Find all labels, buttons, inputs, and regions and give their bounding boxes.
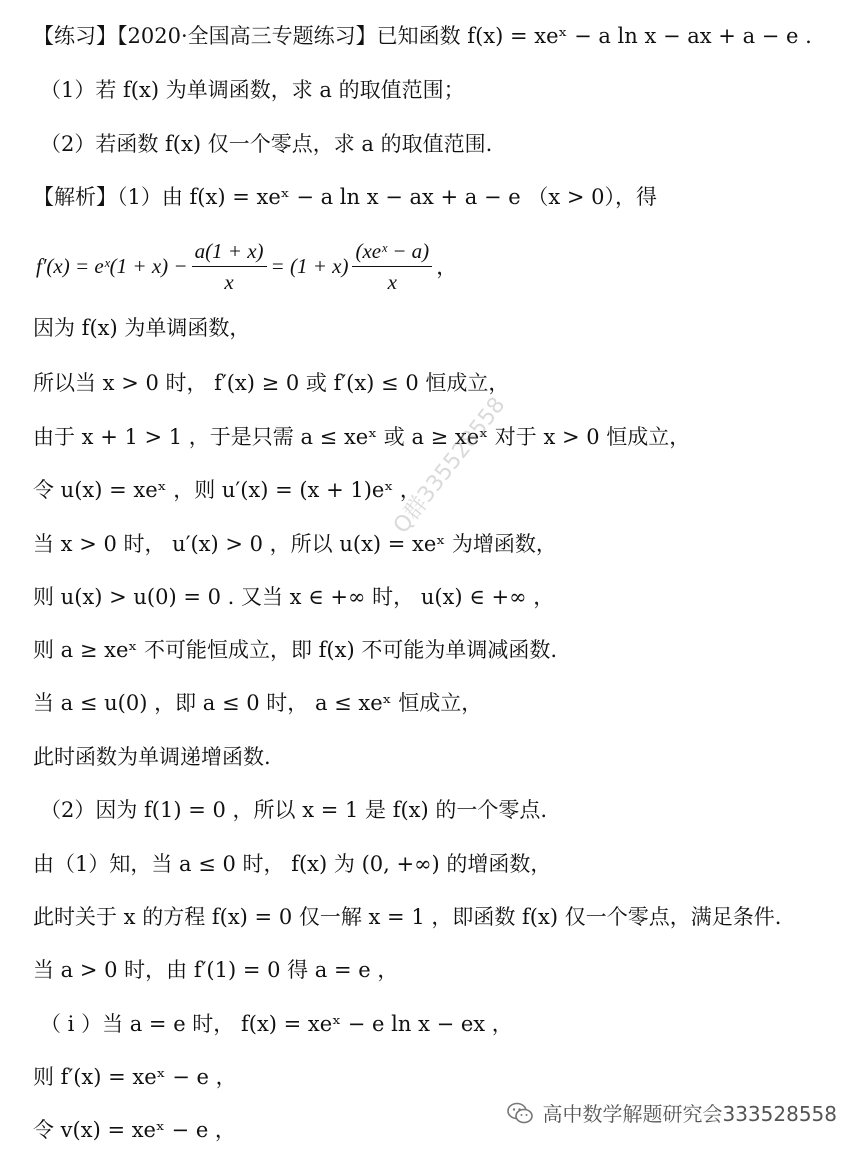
derivative-formula: [36, 236, 457, 296]
solution-line: 此时关于 x 的方程 f(x) = 0 仅一解 x = 1 ，即函数 f(x) 仅一个零点，满足条件.: [33, 905, 782, 929]
fraction-2: [352, 238, 432, 295]
wechat-icon: [506, 1101, 534, 1125]
formula-tail: ，: [436, 255, 458, 279]
solution-part-2: （2）因为 f(1) = 0 ，所以 x = 1 是 f(x) 的一个零点.: [40, 798, 548, 822]
problem-title: 【练习】【2020·全国高三专题练习】已知函数 f(x) = xeˣ − a ln x − ax + a − e .: [33, 24, 812, 48]
solution-line: 令 u(x) = xeˣ ，则 u′(x) = (x + 1)eˣ ，: [33, 478, 421, 502]
fraction-1: [192, 238, 267, 295]
watermark: Q群335528558: [388, 392, 511, 539]
footer-brand-text: 高中数学解题研究会333528558: [542, 1102, 837, 1126]
solution-line: 则 f′(x) = xeˣ − e ，: [33, 1065, 237, 1089]
solution-line: 所以当 x > 0 时， f′(x) ≥ 0 或 f′(x) ≤ 0 恒成立，: [33, 371, 510, 395]
fraction-1-denominator: x: [224, 269, 234, 294]
solution-line: 当 a ≤ u(0) ，即 a ≤ 0 时， a ≤ xeˣ 恒成立，: [33, 691, 483, 715]
formula-lhs: f′(x) = eˣ(1 + x) −: [36, 253, 188, 278]
solution-line: 当 a > 0 时，由 f′(1) = 0 得 a = e ，: [33, 958, 399, 982]
solution-line: 令 v(x) = xeˣ − e ，: [33, 1118, 236, 1142]
solution-line: 由（1）知，当 a ≤ 0 时， f(x) 为 (0, +∞) 的增函数，: [33, 852, 552, 876]
solution-line: 当 x > 0 时， u′(x) > 0 ，所以 u(x) = xeˣ 为增函数，: [33, 532, 557, 556]
fraction-2-numerator: (xeˣ − a): [352, 238, 432, 267]
question-2: （2）若函数 f(x) 仅一个零点，求 a 的取值范围.: [40, 132, 493, 156]
footer-brand: [506, 1098, 837, 1127]
fraction-1-numerator: a(1 + x): [192, 238, 267, 267]
solution-line: 则 u(x) > u(0) = 0 . 又当 x ∈ +∞ 时， u(x) ∈ +∞ ，: [33, 585, 555, 609]
solution-heading: 【解析】（1）由 f(x) = xeˣ − a ln x − ax + a − e （x > 0），得: [33, 185, 658, 209]
solution-line: 因为 f(x) 为单调函数，: [33, 316, 251, 340]
solution-case-i: （ i ）当 a = e 时， f(x) = xeˣ − e ln x − ex ，: [40, 1012, 513, 1036]
solution-line: 由于 x + 1 > 1 ，于是只需 a ≤ xeˣ 或 a ≥ xeˣ 对于 x > 0 恒成立，: [33, 425, 691, 449]
question-1: （1）若 f(x) 为单调函数，求 a 的取值范围；: [40, 78, 465, 102]
formula-mid: = (1 + x): [270, 253, 349, 278]
fraction-2-denominator: x: [387, 269, 397, 294]
solution-line: 此时函数为单调递增函数.: [33, 745, 271, 769]
solution-line: 则 a ≥ xeˣ 不可能恒成立，即 f(x) 不可能为单调减函数.: [33, 638, 558, 662]
